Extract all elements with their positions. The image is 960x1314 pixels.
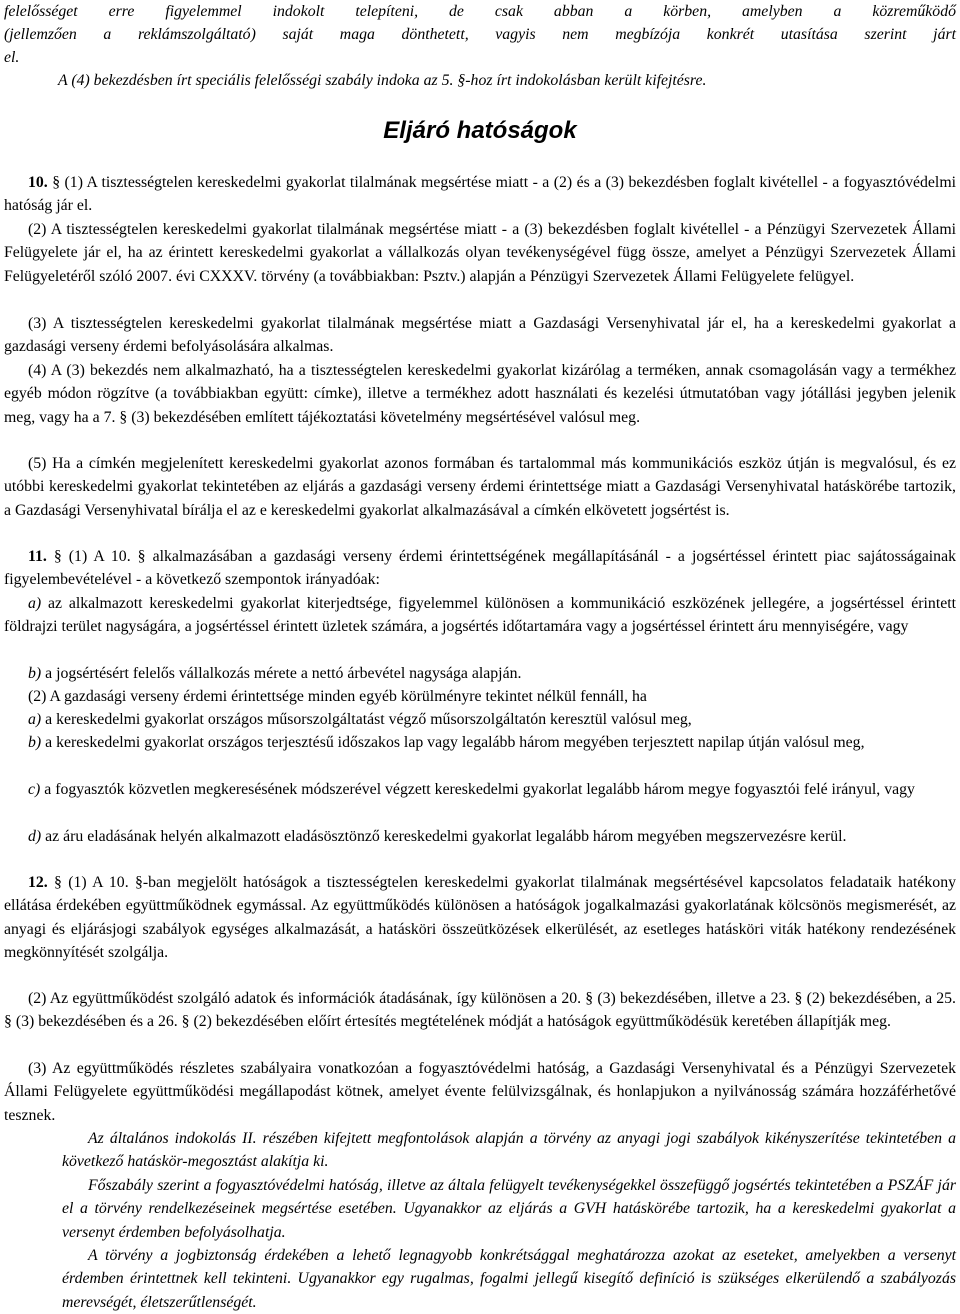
s11-paragraph-1 — [4, 545, 956, 592]
intro-line-1: felelősséget erre figyelemmel indokolt telepíteni, de csak abban a körben, amelyben a közreműködő — [4, 3, 956, 20]
s11-p2-point-d-label: d) — [28, 828, 42, 845]
s11-p1-text: § (1) A 10. § alkalmazásában a gazdasági verseny érdemi érintettségének megállapításánál - a jogsértéssel érintett piac sajátosságainak figyelembevételével - a következő szempontok irányadóak: — [4, 548, 956, 589]
s11-point-a-text: az alkalmazott kereskedelmi gyakorlat kiterjedtsége, figyelemmel különösen a kommunikáció eszközének jellegére, a jogsértéssel érintett földrajzi terület nagyságára, a jogsértéssel érintett üzletek számára, a jogsértés időtartamára vagy a jogsértéssel érintett áru mennyiségére, vagy — [4, 595, 956, 636]
s11-p2-point-c-label: c) — [28, 781, 41, 798]
s11-p2-point-b-text: a kereskedelmi gyakorlat országos terjesztésű időszakos lap vagy legalább három megyében terjesztett napilap útján valósul meg, — [41, 734, 865, 751]
s12-paragraph-1 — [4, 871, 956, 965]
section-heading: Eljáró hatóságok — [383, 117, 577, 144]
intro-line-4: A (4) bekezdésben írt speciális felelősségi szabály indoka az 5. §-hoz írt indokolásban került kifejtésre. — [58, 72, 707, 89]
intro-line-3: el. — [4, 49, 20, 66]
commentary-paragraph-2 — [4, 1174, 956, 1244]
s10-paragraph-5: (5) Ha a címkén megjelenített kereskedelmi gyakorlat azonos formában és tartalommal más kommunikációs eszköz útján is megvalósul, és ez utóbbi kereskedelmi gyakorlat tekintetében az eljárás a gazdasági verseny érdemi érintettsége miatt a Gazdasági Versenyhivatal hatáskörébe tartozik, a Gazdasági Versenyhivatal bírálja el az e kereskedelmi gyakorlat alkalmazásával a címkén elkövetett jogsértést is. — [4, 455, 956, 519]
commentary-3-text: A törvény a jogbiztonság érdekében a lehető legnagyobb konkrétsággal meghatározza azokat az eseteket, amelyekben a versenyt érdemben érintettnek kell tekinteni. Ugyanakkor egy rugalmas, fogalmi jellegű kisegítő definíció is szükséges elkerülendő a szabályozás merevségét, életszerűtlenségét. — [62, 1247, 956, 1311]
s12-p1-text: § (1) A 10. §-ban megjelölt hatóságok a tisztességtelen kereskedelmi gyakorlat tilalmának megsértésével kapcsolatos feladataik hatékony ellátása érdekében együttműködnek egymással. Az együttműködés különösen a hatóságok jogalkalmazási gyakorlatának kölcsönös megismerését, az anyagi és eljárásjogi szabályok egységes alkalmazását, a hatásköri összeütközések elkerülését, az esetleges hatásköri viták hatékony rendezésének megkönnyítését szolgálja. — [4, 874, 956, 962]
s11-point-b-label: b) — [28, 665, 42, 682]
s11-p2-point-a-label: a) — [28, 711, 42, 728]
commentary-1-text: Az általános indokolás II. részében kifejtett megfontolások alapján a törvény az anyagi jogi szabályok kikényszerítése tekintetében a következő hatáskör-megosztást alakítja ki. — [62, 1130, 956, 1171]
s10-paragraph-1 — [4, 171, 956, 218]
s11-p2-point-c — [4, 778, 956, 801]
s11-point-a-label: a) — [28, 595, 42, 612]
s12-paragraph-3: (3) Az együttműködés részletes szabályaira vonatkozóan a fogyasztóvédelmi hatóság, a Gazdasági Versenyhivatal és a Pénzügyi Szervezetek Állami Felügyelete együttműködési megállapodást kötnek, amelyet évente felülvizsgálnak, és honlapjukon a nyilvánosság számára hozzáférhetővé tesznek. — [4, 1060, 956, 1124]
commentary-2-text: Főszabály szerint a fogyasztóvédelmi hatóság, illetve az általa felügyelt tevékenységekkel összefüggő jogsértés tekintetében a PSZÁF jár el a törvény rendelkezéseinek megsértése esetében. Ugyanakkor az eljárás a GVH hatáskörébe tartozik, ha a kereskedelmi gyakorlat a versenyt érdemben befolyásolhatja. — [62, 1177, 956, 1241]
s11-p2-point-b-label: b) — [28, 734, 42, 751]
s12-number: 12. — [28, 874, 48, 891]
s12-paragraph-2: (2) Az együttműködést szolgáló adatok és információk átadásának, így különösen a 20. § (3) bekezdésében, illetve a 23. § (2) bekezdésében, a 25. § (3) bekezdésében és a 26. § (2) bekezdésében előírt értesítés megtételének módját a hatóságok együttműködésük keretében állapítják meg. — [4, 990, 956, 1031]
s11-p2-point-a-text: a kereskedelmi gyakorlat országos műsorszolgáltatást végző műsorszolgáltatón keresztül valósul meg, — [41, 711, 692, 728]
s10-paragraph-2: (2) A tisztességtelen kereskedelmi gyakorlat tilalmának megsértése miatt - a (3) bekezdésben foglalt kivétellel - a Pénzügyi Szervezetek Állami Felügyelete jár el, ha az érintett kereskedelmi gyakorlat a vállalkozás olyan tevékenységével függ össze, amelyet a Pénzügyi Szervezetek Állami Felügyeletéről szóló 2007. évi CXXXV. törvény (a továbbiakban: Psztv.) alapján a Pénzügyi Szervezetek Állami Felügyelete felügyel. — [4, 221, 956, 285]
s10-paragraph-3: (3) A tisztességtelen kereskedelmi gyakorlat tilalmának megsértése miatt a Gazdasági Versenyhivatal jár el, ha a kereskedelmi gyakorlat a gazdasági verseny érdemi befolyásolására alkalmas. — [4, 315, 956, 356]
commentary-paragraph-3 — [4, 1244, 956, 1314]
s10-paragraph-4: (4) A (3) bekezdés nem alkalmazható, ha a tisztességtelen kereskedelmi gyakorlat kizárólag a terméken, annak csomagolásán vagy a termékhez egyéb módon rögzítve (a továbbiakban együtt: címke), illetve a termékhez adott használati és kezelési útmutatóban vagy jótállási jegyben jelenik meg, vagy ha a 7. § (3) bekezdésében említett tájékoztatási követelmény megsértésével valósul meg. — [4, 362, 956, 426]
commentary-paragraph-1 — [4, 1127, 956, 1174]
s11-p2-point-c-text: a fogyasztók közvetlen megkeresésének módszerével végzett kereskedelmi gyakorlat legalább három megye fogyasztói felé irányul, vagy — [40, 781, 915, 798]
s11-p2-point-b — [4, 731, 956, 754]
s11-point-b-text: a jogsértésért felelős vállalkozás mérete a nettó árbevétel nagysága alapján. — [41, 665, 522, 682]
s11-p2-point-d-text: az áru eladásának helyén alkalmazott eladásösztönző kereskedelmi gyakorlat legalább három megyében megszervezésre kerül. — [41, 828, 847, 845]
s11-p2-point-a — [4, 708, 956, 731]
s11-number: 11. — [28, 548, 47, 565]
s11-point-b — [4, 662, 956, 685]
s11-p2-point-d — [4, 825, 956, 848]
s11-point-a — [4, 592, 956, 639]
s10-number: 10. — [28, 174, 48, 191]
s10-p1-text: § (1) A tisztességtelen kereskedelmi gyakorlat tilalmának megsértése miatt - a (2) és a (3) bekezdésben foglalt kivétellel - a fogyasztóvédelmi hatóság jár el. — [4, 174, 956, 215]
s11-paragraph-2: (2) A gazdasági verseny érdemi érintettsége minden egyéb körülményre tekintet nélkül fennáll, ha — [28, 688, 647, 705]
intro-line-2: (jellemzően a reklámszolgáltató) saját maga dönthetett, vagyis nem megbízója konkrét utasítása szerint járt — [4, 26, 956, 43]
